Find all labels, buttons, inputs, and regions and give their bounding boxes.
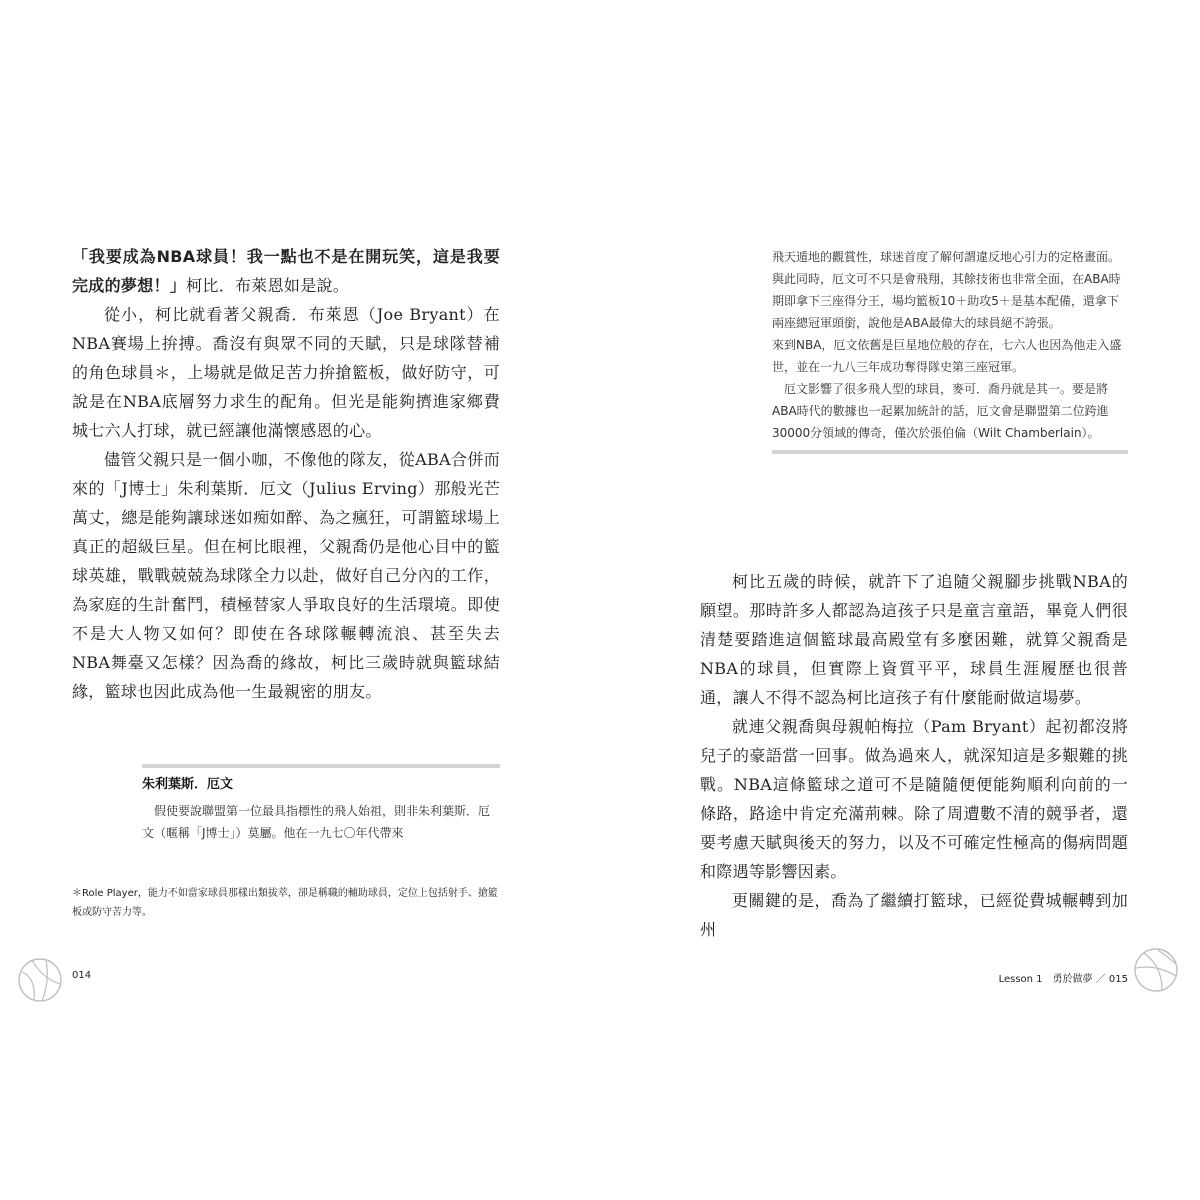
sidebar-paragraph: 來到NBA，厄文依舊是巨星地位般的存在，七六人也因為他走入盛世，並在一九八三年成功奪得隊史第三座冠軍。 (772, 338, 1122, 374)
body-paragraph: 從小，柯比就看著父親喬．布萊恩（Joe Bryant）在NBA賽場上拚搏。喬沒有與眾不同的天賦，只是球隊替補的角色球員＊，上場就是做足苦力拚搶籃板，做好防守，可說是在NBA底層努力求生的配角。但光是能夠擠進家鄉費城七六人打球，就已經讓他滿懷感恩的心。 (72, 305, 500, 440)
left-body-text (72, 242, 500, 706)
basketball-doodle-icon (1132, 946, 1180, 994)
running-head: Lesson 1 勇於做夢 (998, 974, 1093, 985)
body-paragraph: 就連父親喬與母親帕梅拉（Pam Bryant）起初都沒將兒子的豪語當一回事。做為過來人，就深知這是多艱難的挑戰。NBA這條籃球之道可不是隨隨便便能夠順利向前的一條路，路途中肯定充滿荊棘。除了周遭數不清的競爭者，還要考慮天賦與後天的努力，以及不可確定性極高的傷病問題和際遇等影響因素。 (700, 717, 1128, 881)
sidebar-text: 假使要說聯盟第一位最具指標性的飛人始祖，則非朱利葉斯．厄文（暱稱「J博士」）莫屬。他在一九七〇年代帶來 (142, 804, 491, 840)
quote-attribution: 柯比．布萊恩如是說。 (186, 276, 350, 295)
body-paragraph: 儘管父親只是一個小咖，不像他的隊友，從ABA合併而來的「J博士」朱利葉斯．厄文（Julius Erving）那般光芒萬丈，總是能夠讓球迷如痴如醉、為之瘋狂，可謂籃球場上真正的超級巨星。但在柯比眼裡，父親喬仍是他心目中的籃球英雄，戰戰兢兢為球隊全力以赴，做好自己分內的工作，為家庭的生計奮鬥，積極替家人爭取良好的生活環境。即使不是大人物又如何？即使在各球隊輾轉流浪、甚至失去NBA舞臺又怎樣？因為喬的緣故，柯比三歲時就與籃球結緣，籃球也因此成為他一生最親密的朋友。 (72, 450, 500, 701)
sidebar-title: 朱利葉斯．厄文 (142, 777, 234, 792)
sidebar-bottom-rule (772, 450, 1128, 454)
opening-quote: 「我要成為NBA球員！我一點也不是在開玩笑，這是我要完成的夢想！」 (72, 247, 500, 295)
right-page (600, 0, 1200, 1200)
opening-quote-paragraph (72, 242, 500, 300)
page-number-right: 015 (1108, 974, 1128, 985)
sidebar-continuation-box (772, 246, 1128, 454)
basketball-doodle-icon (16, 956, 64, 1004)
sidebar-paragraph: 厄文影響了很多飛人型的球員，麥可．喬丹就是其一。要是將ABA時代的數據也一起累加統計的話，厄文會是聯盟第二位跨進30000分領域的傳奇，僅次於張伯倫（Wilt Chamberlain）。 (772, 382, 1109, 440)
separator: ／ (1095, 974, 1106, 985)
body-paragraph: 柯比五歲的時候，就許下了追隨父親腳步挑戰NBA的願望。那時許多人都認為這孩子只是童言童語，畢竟人們很清楚要踏進這個籃球最高殿堂有多麼困難，就算父親喬是NBA的球員，但實際上資質平平，球員生涯履歷也很普通，讓人不得不認為柯比這孩子有什麼能耐做這場夢。 (700, 572, 1128, 707)
sidebar-top-rule (142, 764, 500, 768)
page-number-left: 014 (72, 970, 92, 981)
body-paragraph: 更關鍵的是，喬為了繼續打籃球，已經從費城輾轉到加州 (700, 891, 1128, 939)
running-footer (976, 970, 1128, 985)
footnote: ＊Role Player，能力不如當家球員那樣出類拔萃，卻是稱職的輔助球員，定位上包括射手、搶籃板或防守苦力等。 (72, 888, 498, 918)
sidebar-paragraph: 飛天遁地的觀賞性，球迷首度了解何謂違反地心引力的定格畫面。與此同時，厄文可不只是會飛翔，其餘技術也非常全面，在ABA時期即拿下三座得分王，場均籃板10＋助攻5＋是基本配備，還拿下兩座總冠軍頭銜，說他是ABA最偉大的球員絕不誇張。 (772, 250, 1121, 330)
right-body-text (700, 567, 1128, 944)
sidebar-box-julius-erving (142, 764, 500, 844)
